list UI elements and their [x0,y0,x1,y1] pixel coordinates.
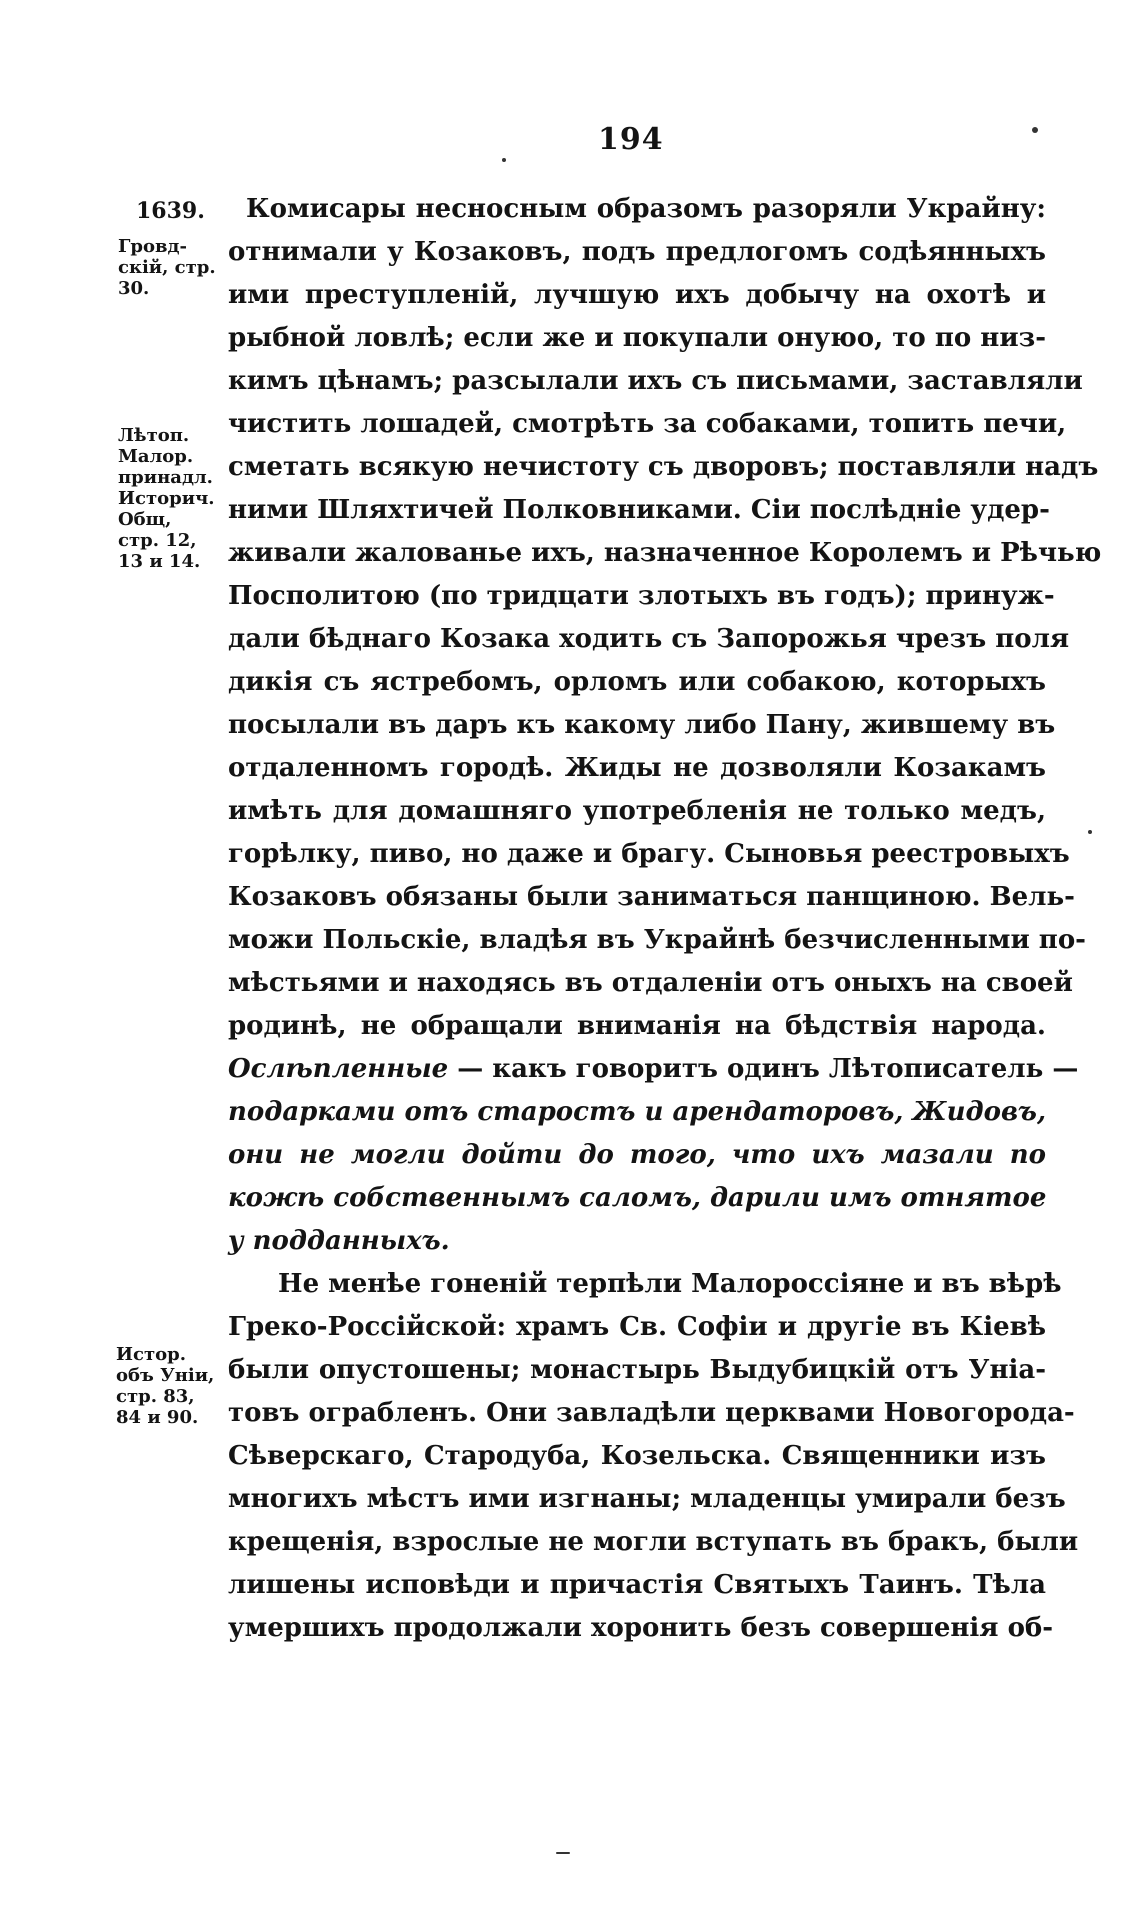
text-line: можи Польскіе, владѣя въ Украйнѣ безчисленными по- [228,925,1086,955]
page-number: 194 [598,122,664,157]
text-line: умершихъ продолжали хоронить безъ совершенія об- [228,1613,1054,1643]
text-line: родинѣ, не обращали вниманія на бѣдствія народа. [228,1011,1046,1041]
scan-speck [1088,830,1092,834]
text-line: Не менѣе гоненій терпѣли Малороссіяне и въ вѣрѣ [278,1269,1062,1299]
marginal-note-source-2: Лѣтоп. Малор. принадл. Историч. Общ, стр. 12, 13 и 14. [118,425,215,572]
text-line: горѣлку, пиво, но даже и брагу. Сыновья реестровыхъ [228,839,1070,869]
quote-italic-word: Ослѣпленные [228,1054,449,1084]
text-line: сметать всякую нечистоту съ дворовъ; поставляли надъ [228,452,1099,482]
text-line: кимъ цѣнамъ; разсылали ихъ съ письмами, заставляли [228,366,1083,396]
scan-speck [556,1852,570,1854]
text-line: рыбной ловлѣ; если же и покупали онуюо, то по низ- [228,323,1046,353]
text-line: Сѣверскаго, Стародуба, Козельска. Священники изъ [228,1441,1046,1471]
marginal-note-source-3: Истор. объ Уніи, стр. 83, 84 и 90. [116,1344,215,1428]
quote-attribution: — какъ говоритъ одинъ Лѣтописатель — [448,1054,1079,1084]
text-line: дикія съ ястребомъ, орломъ или собакою, которыхъ [228,667,1046,697]
text-line: отдаленномъ городѣ. Жиды не дозволяли Козакамъ [228,753,1046,783]
text-line: были опустошены; монастырь Выдубицкій отъ Уніа- [228,1355,1046,1385]
text-line-quote: они не могли дойти до того, что ихъ мазали по [228,1140,1046,1170]
text-line: Посполитою (по тридцати злотыхъ въ годъ); принуж- [228,581,1055,611]
text-line-quote-start [228,1050,1079,1088]
text-line: посылали въ даръ къ какому либо Пану, жившему въ [228,710,1056,740]
scan-speck [1032,127,1038,133]
text-line: многихъ мѣстъ ими изгнаны; младенцы умирали безъ [228,1484,1066,1514]
text-line: живали жалованье ихъ, назначенное Королемъ и Рѣчью [228,538,1102,568]
text-line: дали бѣднаго Козака ходить съ Запорожья чрезъ поля [228,624,1070,654]
text-line: чистить лошадей, смотрѣть за собаками, топить печи, [228,409,1067,439]
text-line-quote: кожѣ собственнымъ саломъ, дарили имъ отнятое [228,1183,1047,1213]
marginal-note-source-1: Гровд- скій, стр. 30. [118,236,216,299]
text-line-quote: подарками отъ старостъ и арендаторовъ, Жидовъ, [228,1097,1046,1127]
text-line: крещенія, взрослые не могли вступать въ бракъ, были [228,1527,1079,1557]
margin-year: 1639. [136,198,205,224]
text-line: лишены исповѣди и причастія Святыхъ Таинъ. Тѣла [228,1570,1046,1600]
text-line: Греко-Россійской: храмъ Св. Софіи и другіе въ Кіевѣ [228,1312,1046,1342]
text-line-quote: у подданныхъ. [228,1226,450,1256]
text-line: ними Шляхтичей Полковниками. Сіи послѣдніе удер- [228,495,1050,525]
text-line: Козаковъ обязаны были заниматься панщиною. Вель- [228,882,1075,912]
text-line: товъ ограбленъ. Они завладѣли церквами Новогорода- [228,1398,1075,1428]
text-line: имѣть для домашняго употребленія не только медъ, [228,796,1046,826]
text-line: мѣстьями и находясь въ отдаленіи отъ оныхъ на своей [228,968,1073,998]
scan-speck [502,158,506,162]
text-line: отнимали у Козаковъ, подъ предлогомъ содѣянныхъ [228,237,1046,267]
text-line: ими преступленій, лучшую ихъ добычу на охотѣ и [228,280,1046,310]
text-line: Комисары несносным образомъ разоряли Украйну: [246,194,1046,224]
